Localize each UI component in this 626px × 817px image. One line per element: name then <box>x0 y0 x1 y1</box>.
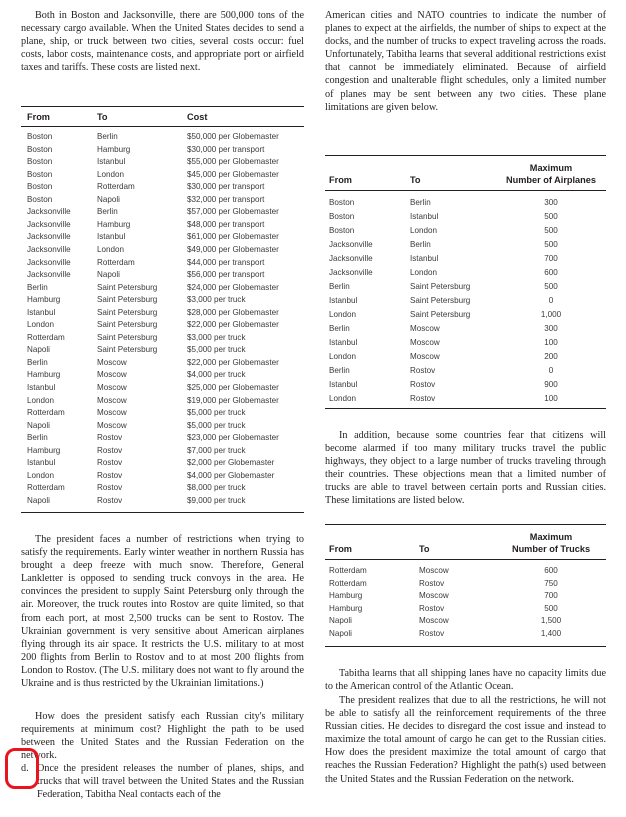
cost-table-cell: $30,000 per transport <box>187 182 265 192</box>
cost-table-cell: $57,000 per Globemaster <box>187 207 279 217</box>
plane-table-cell: London <box>410 226 438 235</box>
plane-header-number: Number of Airplanes <box>505 175 597 185</box>
cost-table-cell: Saint Petersburg <box>97 282 158 292</box>
cost-table-cell: Istanbul <box>97 157 126 167</box>
truck-table-cell: 500 <box>544 603 558 613</box>
plane-table-cell: Istanbul <box>329 338 358 347</box>
cost-table-cell: $24,000 per Globemaster <box>187 282 279 292</box>
plane-table-cell: Istanbul <box>329 380 358 389</box>
cost-table-cell: London <box>27 395 55 405</box>
cost-table-cell: Rotterdam <box>97 182 135 192</box>
plane-table-header-rule <box>325 190 606 191</box>
cost-table-cell: Jacksonville <box>27 244 71 254</box>
truck-table-cell: Napoli <box>329 616 352 626</box>
plane-table-cell: Boston <box>329 198 355 207</box>
plane-table-cell: Boston <box>329 226 355 235</box>
truck-table-bottom-rule <box>325 646 606 647</box>
plane-table-cell: Boston <box>329 212 355 221</box>
cost-header-cost: Cost <box>187 112 208 122</box>
plane-table-cell: 100 <box>544 338 558 347</box>
truck-table-top-rule <box>325 524 606 525</box>
truck-header-maximum: Maximum <box>529 532 573 542</box>
red-annotation-mark <box>5 748 39 789</box>
plane-table-cell: 300 <box>544 198 558 207</box>
truck-table-cell: Moscow <box>419 566 449 575</box>
cost-table-cell: $5,000 per truck <box>187 345 246 355</box>
plane-table-cell: Jacksonville <box>329 254 373 263</box>
plane-table-cell: 900 <box>544 380 558 389</box>
cost-table-cell: Jacksonville <box>27 219 71 229</box>
cost-table-cell: Moscow <box>97 370 127 380</box>
cost-table-cell: Hamburg <box>97 144 131 154</box>
cost-table-cell: Jacksonville <box>27 207 71 217</box>
plane-header-maximum: Maximum <box>529 163 573 173</box>
cost-header-from: From <box>27 112 50 122</box>
plane-table-cell: Istanbul <box>329 296 358 305</box>
item-d-paragraph: Once the president releases the number of planes, ships, and trucks that will travel between the United States and the Russian Federation, Tabitha Neal contacts each of the <box>37 763 304 801</box>
cost-table-cell: Berlin <box>97 207 118 217</box>
truck-table-cell: 700 <box>544 591 558 601</box>
cost-table-cell: $4,000 per truck <box>187 370 246 380</box>
plane-table-cell: Istanbul <box>410 212 439 221</box>
plane-table-cell: Berlin <box>410 198 431 207</box>
truck-intro-paragraph: In addition, because some countries fear that citizens will become alarmed if too many military trucks travel the public highways, they object to a large number of trucks traveling through their countries. These objections mean that a limited number of trucks are able to travel between certain ports and Russian cities. These limitations are listed below. <box>325 430 606 507</box>
plane-table-cell: 500 <box>544 226 558 235</box>
question-paragraph: How does the president satisfy each Russian city's military requirements at minimum cost? Highlight the path to be used between the United States and the Russian Federation on the network. <box>21 711 304 762</box>
cost-table-cell: Saint Petersburg <box>97 345 158 355</box>
cost-table-cell: Saint Petersburg <box>97 320 158 330</box>
truck-table-cell: Rostov <box>419 578 445 588</box>
cost-table-cell: $5,000 per truck <box>187 420 246 430</box>
cost-table-cell: $44,000 per transport <box>187 257 265 267</box>
plane-table-cell: London <box>410 268 438 277</box>
plane-table-cell: 500 <box>544 212 558 221</box>
truck-table-cell: Moscow <box>419 616 449 626</box>
truck-table-cell: Rostov <box>419 603 445 613</box>
plane-table-cell: Berlin <box>329 366 350 375</box>
plane-table-cell: London <box>329 352 357 361</box>
cost-table-cell: $30,000 per transport <box>187 144 265 154</box>
cost-table-cell: $61,000 per Globemaster <box>187 232 279 242</box>
cost-table-cell: $48,000 per transport <box>187 219 265 229</box>
cost-table-cell: $50,000 per Globemaster <box>187 132 279 141</box>
cost-table-cell: $22,000 per Globemaster <box>187 320 279 330</box>
restrictions-paragraph: The president faces a number of restrictions when trying to satisfy the requirements. Early winter weather in northern Russia has brought a deep freeze with much snow. Therefore, General Lankletter is opposed to sending truck convoys in the area. He convinces the president to supply Saint Petersburg only through the air. Moreover, the truck routes into Rostov are quite limited, so that from each port, at most 2,500 trucks can be sent to Rostov. The Ukrainian government is very sensitive about American airplanes flying through its air space. It restricts the U.S. military to at most 200 flights from Berlin to Rostov and to at most 200 flights from London to Rostov. (The U.S. military does not want to fly around the Ukraine and is thus restricted by the Ukrainian limitations.) <box>21 534 304 690</box>
cost-table-cell: Berlin <box>27 282 48 292</box>
cost-table-cell: $2,000 per Globemaster <box>187 458 275 468</box>
cost-table-cell: $22,000 per Globemaster <box>187 357 279 367</box>
truck-table-cell: Moscow <box>419 591 449 601</box>
cost-table-cell: $3,000 per truck <box>187 295 246 305</box>
cost-table-cell: Jacksonville <box>27 257 71 267</box>
truck-table-cell: 1,500 <box>540 616 562 626</box>
plane-table-cell: 0 <box>548 296 554 305</box>
plane-table-cell: 600 <box>544 268 558 277</box>
cost-table-cell: Boston <box>27 194 53 204</box>
cost-table-cell: Moscow <box>97 408 127 418</box>
truck-table-cell: 600 <box>544 566 558 575</box>
cost-table-cell: $8,000 per truck <box>187 483 246 493</box>
cost-table-cell: Hamburg <box>97 219 131 229</box>
cost-table-cell: London <box>97 169 125 179</box>
truck-table-cell: Rotterdam <box>329 578 367 588</box>
plane-table-cell: 200 <box>544 352 558 361</box>
cost-table-cell: Napoli <box>27 345 50 355</box>
cost-table-cell: Jacksonville <box>27 232 71 242</box>
cost-table-cell: Rostov <box>97 483 123 493</box>
cost-table-cell: Istanbul <box>97 232 126 242</box>
continued-paragraph: American cities and NATO countries to indicate the number of planes to expect at the airfields, the number of ships to expect at the docks, and the number of trucks to expect traveling across the roads. Unfortunately, Tabitha learns that several additional restrictions exist that cannot be immediately eliminated. Because of airfield congestion and unalterable flight schedules, only a limited number of planes may be sent between any two cities. These plane limitations are given below. <box>325 10 606 113</box>
plane-table-cell: London <box>329 310 357 319</box>
cost-table-cell: $5,000 per truck <box>187 408 246 418</box>
cost-table-cell: $28,000 per Globemaster <box>187 307 279 317</box>
plane-table-bottom-rule <box>325 408 606 409</box>
truck-header-to: To <box>419 544 430 554</box>
cost-table-cell: $19,000 per Globemaster <box>187 395 279 405</box>
truck-table-cell: Rotterdam <box>329 566 367 575</box>
cost-table-cell: Rostov <box>97 433 123 443</box>
cost-table-cell: Berlin <box>97 132 118 141</box>
cost-table-cell: Rostov <box>97 495 123 505</box>
cost-table-cell: Berlin <box>27 433 48 443</box>
plane-table-cell: Moscow <box>410 338 440 347</box>
cost-table-cell: Boston <box>27 132 53 141</box>
cost-table-cell: $55,000 per Globemaster <box>187 157 279 167</box>
cost-table-cell: Boston <box>27 144 53 154</box>
cost-table-cell: Napoli <box>97 270 120 280</box>
intro-paragraph: Both in Boston and Jacksonville, there are 500,000 tons of the necessary cargo available. When the United States decides to send a plane, ship, or truck between two cities, several costs occur: fuel costs, labor costs, maintenance costs, and appropriate port or airfield taxes and tariffs. These costs are listed next. <box>21 10 304 74</box>
plane-table-cell: 0 <box>548 366 554 375</box>
plane-table-cell: Berlin <box>329 324 350 333</box>
cost-table-cell: Moscow <box>97 357 127 367</box>
cost-table-cell: $25,000 per Globemaster <box>187 383 279 392</box>
cost-table-cell: Rotterdam <box>27 483 65 493</box>
plane-table-cell: Jacksonville <box>329 240 373 249</box>
cost-table-cell: Rostov <box>97 470 123 480</box>
plane-table-top-rule <box>325 155 606 156</box>
cost-table-cell: $45,000 per Globemaster <box>187 169 279 179</box>
cost-table-cell: Rostov <box>97 458 123 468</box>
plane-table-cell: 700 <box>544 254 558 263</box>
cost-table-bottom-rule <box>21 512 304 513</box>
cost-table-cell: Saint Petersburg <box>97 307 158 317</box>
truck-header-from: From <box>329 544 352 554</box>
truck-table-cell: Rostov <box>419 629 445 638</box>
cost-table-cell: Rotterdam <box>97 257 135 267</box>
cost-table-cell: Hamburg <box>27 445 61 455</box>
cost-table-cell: Rotterdam <box>27 332 65 342</box>
cost-table-cell: Istanbul <box>27 383 56 392</box>
cost-table-header-rule <box>21 126 304 127</box>
plane-table-cell: 100 <box>544 394 558 403</box>
cost-table-cell: $23,000 per Globemaster <box>187 433 279 443</box>
cost-table-cell: Napoli <box>27 495 50 505</box>
truck-table-header-rule <box>325 559 606 560</box>
cost-table-cell: Moscow <box>97 420 127 430</box>
cost-table-cell: Napoli <box>27 420 50 430</box>
cost-table-cell: Hamburg <box>27 370 61 380</box>
cost-table-cell: Moscow <box>97 395 127 405</box>
plane-header-to: To <box>410 175 421 185</box>
cost-table-cell: $49,000 per Globemaster <box>187 244 279 254</box>
plane-header-from: From <box>329 175 352 185</box>
cost-table-cell: $9,000 per truck <box>187 495 246 505</box>
shipping-paragraph: Tabitha learns that all shipping lanes have no capacity limits due to the American control of the Atlantic Ocean. <box>325 668 606 693</box>
cost-table-cell: Boston <box>27 157 53 167</box>
cost-table-cell: London <box>27 470 55 480</box>
cost-table-cell: Saint Petersburg <box>97 332 158 342</box>
truck-table-cell: Napoli <box>329 629 352 638</box>
truck-table-cell: Hamburg <box>329 603 363 613</box>
truck-header-number: Number of Trucks <box>511 544 591 554</box>
cost-table-cell: Rostov <box>97 445 123 455</box>
plane-table-cell: Moscow <box>410 324 440 333</box>
truck-table-cell: 1,400 <box>540 629 562 638</box>
plane-table-cell: Saint Petersburg <box>410 310 471 319</box>
maximize-paragraph: The president realizes that due to all the restrictions, he will not be able to satisfy all the reinforcement requirements of the three Russian cities. He decides to disregard the cost issue and instead to maximize the total amount of cargo he can get to the Russian cities. How does the president maximize the total amount of cargo that reaches the Russian Federation? Highlight the path(s) used between the United States and the Russian Federation on the network. <box>325 695 606 785</box>
cost-table-cell: $3,000 per truck <box>187 332 246 342</box>
plane-table-cell: Moscow <box>410 352 440 361</box>
truck-table-cell: 750 <box>544 578 558 588</box>
cost-table-top-rule <box>21 106 304 107</box>
cost-table-cell: Istanbul <box>27 307 56 317</box>
cost-table-cell: Moscow <box>97 383 127 392</box>
cost-table-cell: $32,000 per transport <box>187 194 265 204</box>
cost-table-cell: London <box>27 320 55 330</box>
plane-table-cell: Rostov <box>410 366 436 375</box>
cost-table-cell: Saint Petersburg <box>97 295 158 305</box>
plane-table-cell: Jacksonville <box>329 268 373 277</box>
truck-table-cell: Hamburg <box>329 591 363 601</box>
cost-table-cell: Rotterdam <box>27 408 65 418</box>
plane-table-cell: Saint Petersburg <box>410 282 471 291</box>
cost-table-cell: Napoli <box>97 194 120 204</box>
cost-table-cell: Boston <box>27 169 53 179</box>
cost-table-cell: Istanbul <box>27 458 56 468</box>
cost-table-cell: Jacksonville <box>27 270 71 280</box>
plane-table-cell: 500 <box>544 240 558 249</box>
item-d-label: d. <box>21 763 29 774</box>
plane-table-cell: Istanbul <box>410 254 439 263</box>
plane-table-cell: Saint Petersburg <box>410 296 471 305</box>
plane-table-cell: London <box>329 394 357 403</box>
cost-table-cell: $7,000 per truck <box>187 445 246 455</box>
cost-table-cell: $4,000 per Globemaster <box>187 470 275 480</box>
cost-table-cell: Hamburg <box>27 295 61 305</box>
plane-table-cell: Berlin <box>410 240 431 249</box>
cost-table-cell: London <box>97 244 125 254</box>
cost-table-cell: Berlin <box>27 357 48 367</box>
cost-table-cell: Boston <box>27 182 53 192</box>
plane-table-cell: Berlin <box>329 282 350 291</box>
cost-table-cell: $56,000 per transport <box>187 270 265 280</box>
plane-table-cell: Rostov <box>410 394 436 403</box>
plane-table-cell: Rostov <box>410 380 436 389</box>
plane-table-cell: 1,000 <box>540 310 562 319</box>
plane-table-cell: 500 <box>544 282 558 291</box>
plane-table-cell: 300 <box>544 324 558 333</box>
cost-header-to: To <box>97 112 108 122</box>
